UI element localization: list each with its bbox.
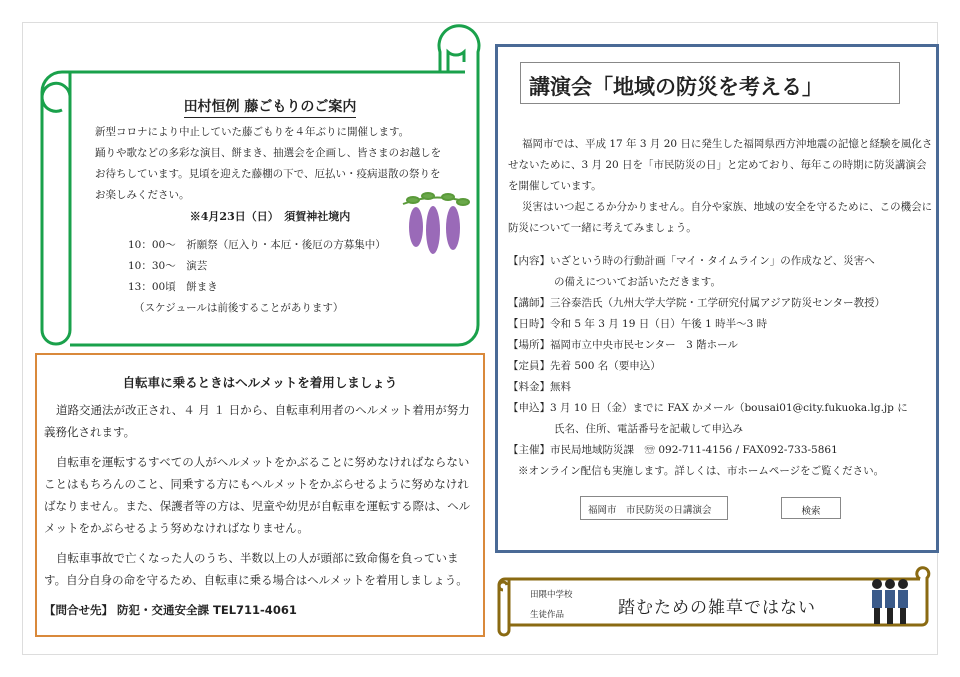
detail-key: 【申込】 — [508, 402, 550, 414]
detail-row — [508, 335, 933, 356]
detail-value: 三谷泰浩氏（九州大学大学院・工学研究付属アジア防災センター教授） — [550, 297, 886, 309]
fuji-title: 田村恒例 藤ごもりのご案内 — [60, 96, 480, 116]
detail-row — [508, 398, 933, 419]
poem-text: 踏むための雑草ではない — [618, 598, 816, 618]
detail-key: 【内容】 — [508, 255, 550, 267]
fuji-body-line: お待ちしています。見頃を迎えた藤棚の下で、厄払い・疫病退散の祭りを — [95, 168, 441, 180]
detail-row — [508, 440, 933, 461]
detail-row — [508, 377, 933, 398]
search-button[interactable]: 検索 — [781, 497, 841, 519]
helmet-paragraph: 自転車を運転するすべての人がヘルメットをかぶることに努めなければならないことはもちろんのこと、同乗する方にもヘルメットをかぶらせるように努めなければなりません。また、保護者等の方は、児童や幼児が自転車を運転する際は、ヘルメットをかぶらせるよう努めなければなりません。 — [44, 455, 471, 535]
schedule-note: （スケジュールは前後することがあります） — [134, 302, 344, 314]
poem-credit — [530, 585, 573, 625]
detail-value: 無料 — [550, 381, 571, 393]
lecture-title: 講演会「地域の防災を考える」 — [520, 62, 900, 104]
helmet-contact: 【問合せ先】 防犯・交通安全課 TEL711-4061 — [44, 603, 297, 617]
detail-row — [508, 293, 933, 314]
students-illustration — [870, 578, 910, 626]
detail-value: 3 月 10 日（金）までに FAX かメール（bousai01@city.fukuoka.lg.jp に — [550, 402, 908, 414]
helmet-paragraph: 道路交通法が改正され、４ 月 １ 日から、自転車利用者のヘルメット着用が努力義務化されます。 — [44, 403, 470, 439]
detail-key: 【定員】 — [508, 360, 550, 372]
schedule-item: 10：30～ 演芸 — [128, 260, 208, 272]
wisteria-illustration — [398, 192, 473, 262]
fuji-body-line: 新型コロナにより中止していた藤ごもりを４年ぶりに開催します。 — [95, 126, 410, 138]
detail-value: 先着 500 名（要申込） — [550, 360, 661, 372]
helmet-section — [44, 373, 476, 629]
online-note: ※オンライン配信も実施します。詳しくは、市ホームページをご覧ください。 — [518, 465, 885, 477]
school-name: 田隈中学校 — [530, 590, 573, 600]
detail-continuation: の備えについてお話いただきます。 — [554, 276, 721, 288]
detail-key: 【日時】 — [508, 318, 550, 330]
detail-key: 【料金】 — [508, 381, 550, 393]
fuji-body-line: 踊りや歌などの多彩な演目、餅まき、抽選会を企画し、皆さまのお越しを — [95, 147, 442, 159]
detail-value: いざという時の行動計画「マイ・タイムライン」の作成など、災害へ — [550, 255, 875, 267]
intro-paragraph: 福岡市では、平成 17 年 3 月 20 日に発生した福岡県西方沖地震の記憶と経験を風化させないために、3 月 20 日を「市民防災の日」と定めており、毎年この時期に防災講演会を開催しています。 — [508, 138, 933, 192]
detail-continuation: 氏名、住所、電話番号を記載して申込み — [554, 423, 743, 435]
intro-paragraph: 災害はいつ起こるか分かりません。自分や家族、地域の安全を守るために、この機会に防災について一緒に考えてみましょう。 — [508, 201, 933, 234]
search-row — [508, 496, 933, 520]
detail-key: 【主催】 — [508, 444, 550, 456]
detail-value: 市民局地域防災課 ☏ 092-711-4156 / FAX092-733-5861 — [550, 444, 838, 456]
detail-value: 福岡市立中央市民センター 3 階ホール — [550, 339, 738, 351]
student-work-label: 生徒作品 — [530, 610, 565, 620]
detail-row — [508, 251, 933, 272]
detail-row — [508, 356, 933, 377]
detail-value: 令和 5 年 3 月 19 日（日）午後 1 時半～3 時 — [550, 318, 768, 330]
detail-row — [508, 314, 933, 335]
schedule-item: 10：00～ 祈願祭（厄入り・本厄・後厄の方募集中） — [128, 239, 386, 251]
detail-key: 【場所】 — [508, 339, 550, 351]
helmet-paragraph: 自転車事故で亡くなった人のうち、半数以上の人が頭部に致命傷を負っています。自分自身の命を守るため、自転車に乗る場合はヘルメットを着用しましょう。 — [44, 551, 468, 587]
fuji-body-line: お楽しみください。 — [95, 189, 190, 201]
detail-key: 【講師】 — [508, 297, 550, 309]
schedule-item: 13：00頃 餅まき — [128, 281, 218, 293]
lecture-section — [508, 134, 933, 520]
lecture-intro — [508, 134, 933, 239]
fuji-date: ※4月23日（日） 須賀神社境内 — [189, 210, 351, 223]
search-input[interactable]: 福岡市 市民防災の日講演会 — [580, 496, 728, 520]
helmet-title: 自転車に乗るときはヘルメットを着用しましょう — [122, 375, 398, 390]
lecture-details — [508, 251, 933, 482]
helmet-body — [44, 399, 476, 621]
